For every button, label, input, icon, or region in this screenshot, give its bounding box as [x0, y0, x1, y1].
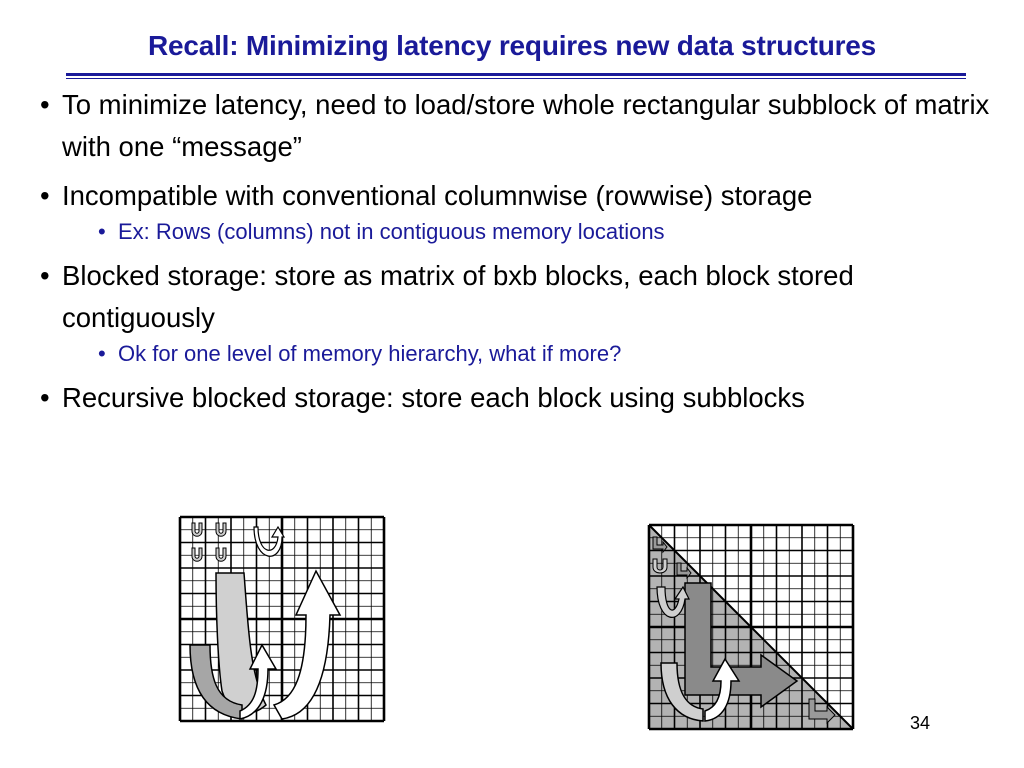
bullet-icon: •: [40, 382, 50, 413]
sub-bullet-item: [40, 219, 1010, 245]
bullet-text: Incompatible with conventional columnwise (rowwise) storage: [62, 180, 813, 211]
recursive-blocked-triangular-matrix: [647, 523, 859, 735]
bullet-text: To minimize latency, need to load/store whole rectangular subblock of matrix with one “message”: [62, 89, 990, 162]
bullet-item: [40, 255, 1010, 339]
bullet-item: [40, 84, 1010, 168]
bullet-icon: •: [98, 341, 106, 366]
page-number: 34: [910, 713, 931, 733]
sub-bullet-item: [40, 341, 1010, 367]
title-rule: [66, 73, 966, 79]
sub-bullet-text: Ex: Rows (columns) not in contiguous memory locations: [118, 219, 665, 244]
bullet-icon: •: [98, 219, 106, 244]
sub-bullet-text: Ok for one level of memory hierarchy, what if more?: [118, 341, 622, 366]
bullet-text: Recursive blocked storage: store each block using subblocks: [62, 382, 805, 413]
recursive-blocked-full-matrix: [178, 515, 390, 727]
bullet-icon: •: [40, 89, 50, 120]
bullet-text: Blocked storage: store as matrix of bxb blocks, each block stored contiguously: [62, 260, 854, 333]
bullet-icon: •: [40, 180, 50, 211]
bullet-list: [40, 84, 1010, 426]
bullet-item: [40, 175, 1010, 217]
bullet-item: [40, 377, 1010, 419]
slide-title: Recall: Minimizing latency requires new data structures: [147, 30, 877, 61]
bullet-icon: •: [40, 260, 50, 291]
